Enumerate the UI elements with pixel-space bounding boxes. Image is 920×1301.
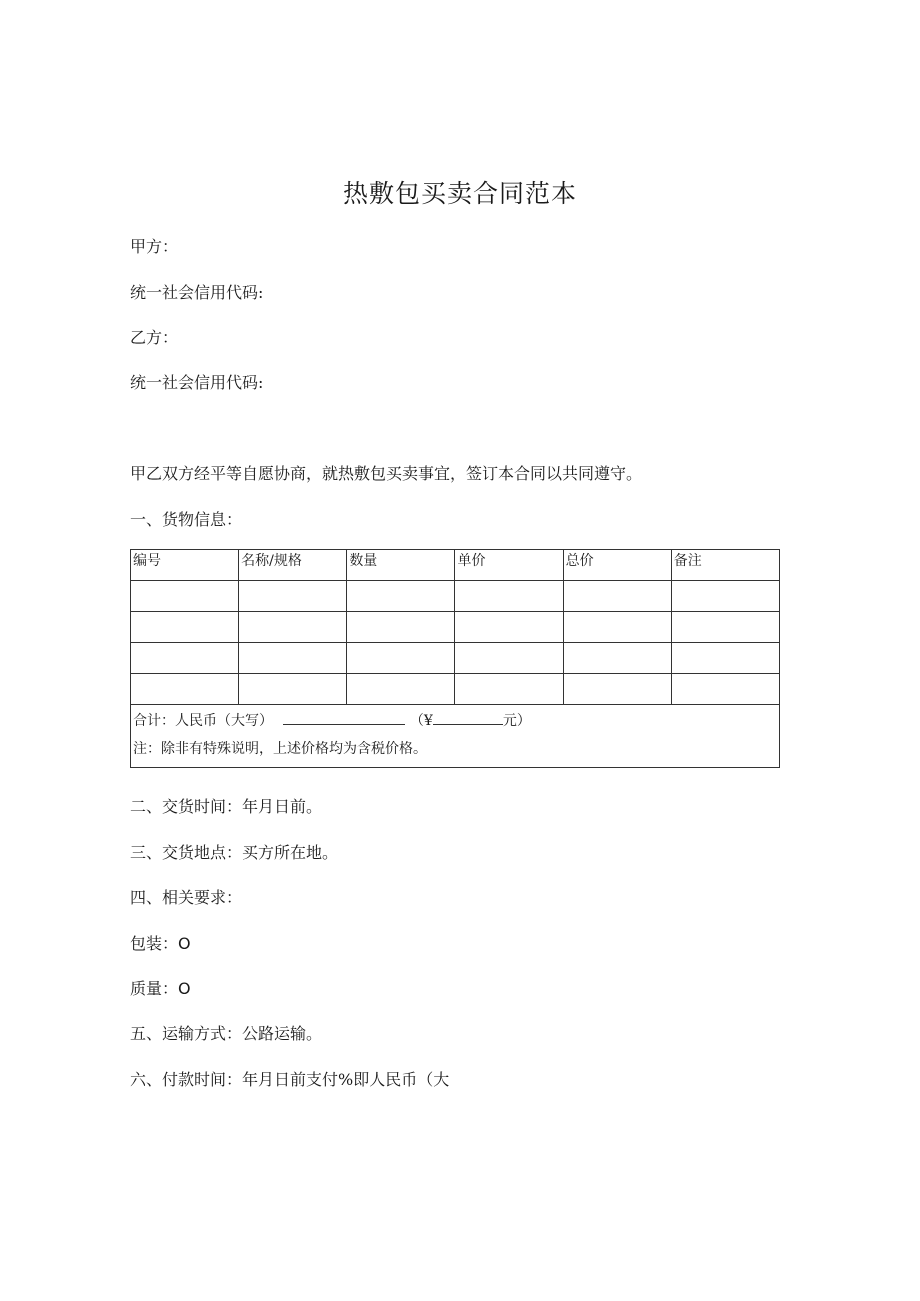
table-cell	[347, 643, 455, 674]
header-cell-remarks: 备注	[671, 550, 779, 581]
section-4-heading: 四、相关要求：	[130, 888, 243, 907]
table-cell	[239, 612, 347, 643]
party-a-credit-code-label: 统一社会信用代码:	[130, 283, 264, 302]
table-row	[131, 581, 780, 612]
table-row	[131, 643, 780, 674]
quality-label: 质量：	[130, 979, 179, 998]
header-cell-number: 编号	[131, 550, 239, 581]
total-and-note-cell	[131, 705, 780, 768]
section-5-transport: 五、运输方式：公路运输。	[130, 1024, 323, 1043]
packaging-label: 包装：	[130, 934, 179, 953]
table-cell	[563, 643, 671, 674]
table-cell	[131, 612, 239, 643]
table-cell	[239, 674, 347, 705]
quality-line	[130, 976, 191, 999]
table-cell	[131, 643, 239, 674]
table-cell	[131, 581, 239, 612]
header-cell-name-spec: 名称/规格	[239, 550, 347, 581]
table-cell	[671, 674, 779, 705]
table-cell	[455, 581, 563, 612]
price-note: 注：除非有特殊说明，上述价格均为含税价格。	[133, 741, 427, 757]
party-b-credit-code-label: 统一社会信用代码:	[130, 373, 264, 392]
table-cell	[239, 643, 347, 674]
table-cell	[671, 581, 779, 612]
section-3-delivery-place: 三、交货地点：买方所在地。	[130, 843, 339, 862]
intro-paragraph: 甲乙双方经平等自愿协商，就热敷包买卖事宜，签订本合同以共同遵守。	[130, 464, 643, 483]
section-1-heading: 一、货物信息：	[130, 510, 243, 529]
party-a-label: 甲方：	[130, 237, 179, 256]
table-cell	[671, 643, 779, 674]
total-line	[133, 707, 777, 735]
table-cell	[671, 612, 779, 643]
section-6-payment-time: 六、付款时间：年月日前支付%即人民币（大	[130, 1070, 450, 1089]
table-cell	[455, 612, 563, 643]
table-cell	[347, 674, 455, 705]
table-cell	[563, 581, 671, 612]
table-cell	[563, 612, 671, 643]
table-total-row	[131, 705, 780, 768]
total-prefix: 合计：人民币（大写）	[133, 713, 273, 729]
packaging-line	[130, 931, 191, 954]
total-yen-open: （¥	[409, 713, 433, 729]
table-cell	[455, 643, 563, 674]
header-cell-unit-price: 单价	[455, 550, 563, 581]
table-header-row	[131, 550, 780, 581]
table-cell	[347, 581, 455, 612]
amount-in-figures-blank	[433, 708, 503, 725]
table-cell	[563, 674, 671, 705]
table-cell	[239, 581, 347, 612]
table-row	[131, 612, 780, 643]
packaging-value: O	[178, 934, 191, 953]
party-b-label: 乙方：	[130, 328, 179, 347]
amount-in-words-blank	[283, 708, 405, 725]
header-cell-quantity: 数量	[347, 550, 455, 581]
section-2-delivery-time: 二、交货时间：年月日前。	[130, 797, 323, 816]
header-cell-total-price: 总价	[563, 550, 671, 581]
document-title: 热敷包买卖合同范本	[342, 179, 577, 208]
quality-value: O	[178, 979, 191, 998]
total-unit-close: 元）	[502, 713, 531, 729]
table-row	[131, 674, 780, 705]
goods-table	[130, 549, 780, 768]
table-cell	[455, 674, 563, 705]
table-cell	[131, 674, 239, 705]
table-cell	[347, 612, 455, 643]
